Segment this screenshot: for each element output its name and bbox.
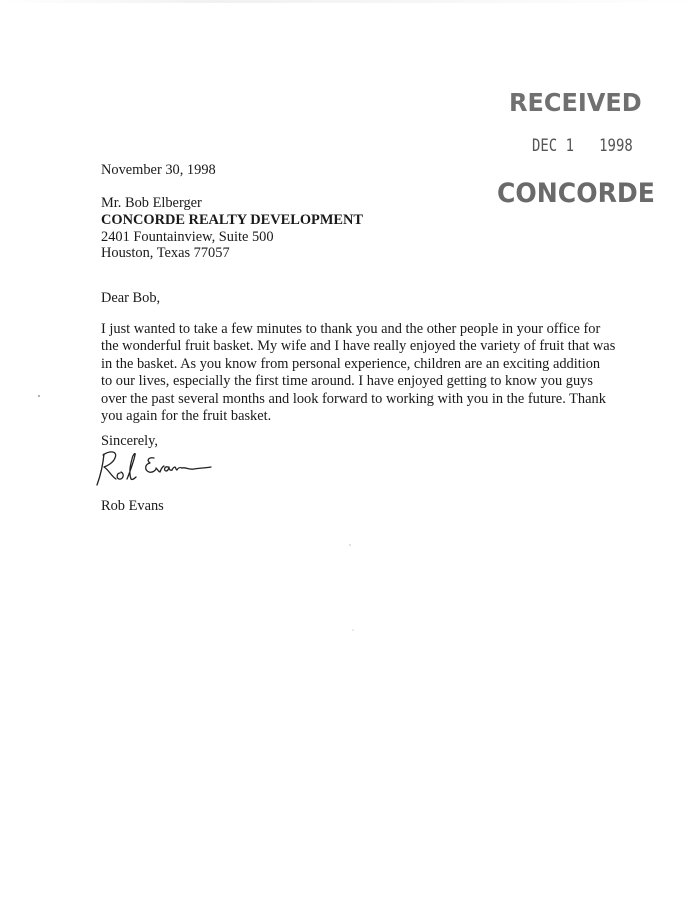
received-stamp-date — [532, 136, 633, 156]
address-line-1: 2401 Fountainview, Suite 500 — [101, 229, 274, 245]
scan-speck — [38, 395, 40, 397]
address-line-2: Houston, Texas 77057 — [101, 245, 230, 261]
salutation: Dear Bob, — [101, 290, 161, 306]
scan-speck — [352, 629, 354, 631]
closing: Sincerely, — [101, 433, 159, 449]
body-line: I just wanted to take a few minutes to thank you and the other people in your office for — [101, 321, 601, 337]
received-stamp-year: 1998 — [599, 136, 633, 156]
recipient-company: CONCORDE REALTY DEVELOPMENT — [101, 212, 363, 228]
handwritten-signature — [94, 446, 214, 488]
signer-name: Rob Evans — [101, 498, 164, 514]
body-line: you again for the fruit basket. — [101, 408, 272, 425]
scan-edge — [0, 0, 698, 3]
body-line: over the past several months and look forward to working with you in the future. Thank — [101, 390, 606, 407]
received-stamp-label: RECEIVED — [509, 88, 642, 117]
letter-date: November 30, 1998 — [101, 162, 216, 178]
received-stamp-month-day: DEC 1 — [532, 136, 574, 156]
scan-speck — [349, 544, 351, 546]
received-stamp-company: CONCORDE — [497, 178, 655, 209]
letter-body — [101, 321, 615, 425]
body-line: the wonderful fruit basket. My wife and I have really enjoyed the variety of fruit that was — [101, 338, 616, 355]
body-line: in the basket. As you know from personal experience, children are an exciting addition — [101, 355, 601, 372]
body-line: to our lives, especially the first time around. I have enjoyed getting to know you guys — [101, 373, 593, 390]
recipient-name: Mr. Bob Elberger — [101, 195, 202, 211]
